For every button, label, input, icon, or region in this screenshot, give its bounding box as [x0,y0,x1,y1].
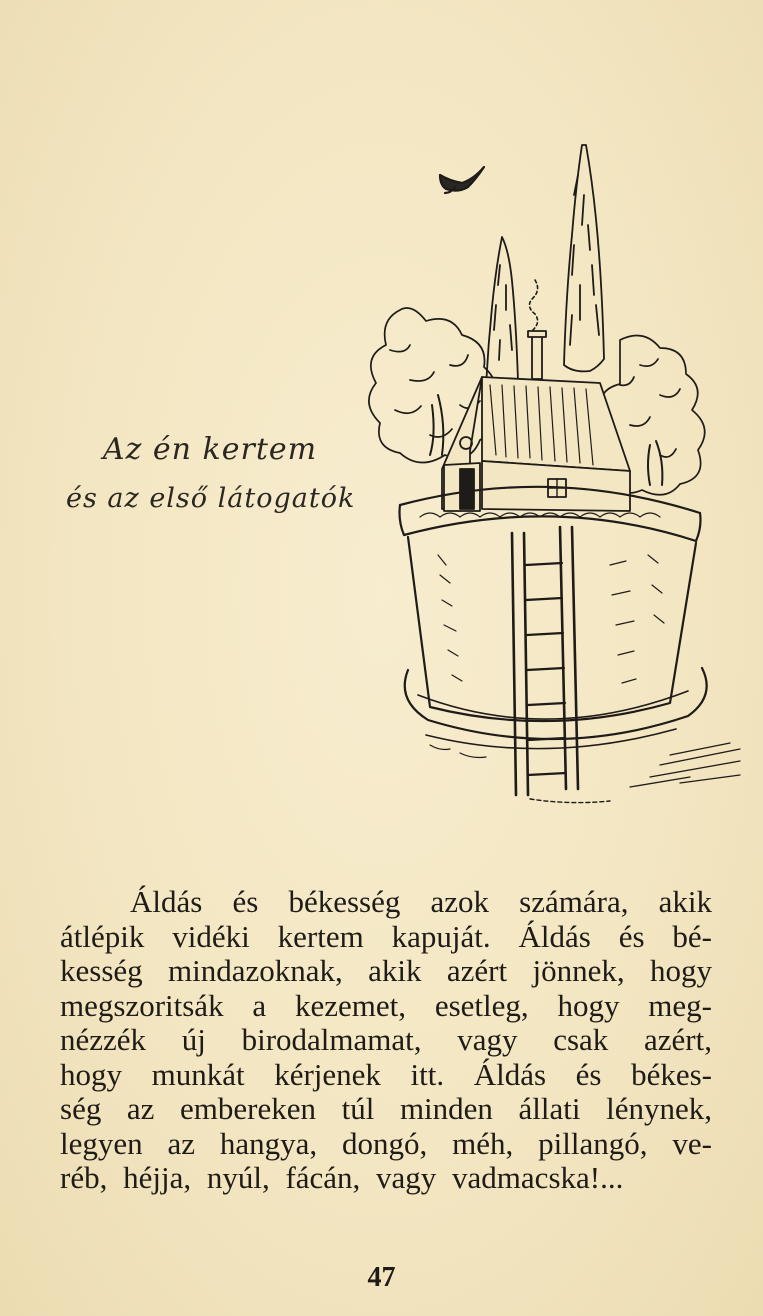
bird-icon [440,167,484,193]
flowerpot-garden-illustration [360,135,755,825]
text-line: nézzék új birodalmamat, vagy csak azért, [60,1022,712,1057]
text-line: átlépik vidéki kertem kapuját. Áldás és bé- [60,918,712,954]
ladder [512,527,610,803]
text-line: ség az embereken túl minden állati lénynek, [60,1091,712,1126]
chapter-heading [60,432,360,514]
text-line: legyen az hangya, dongó, méh, pillangó, ve- [60,1125,712,1161]
text-line: megszoritsák a kezemet, esetleg, hogy meg- [60,987,712,1023]
deciduous-tree-left [369,308,496,462]
page-number: 47 [367,1262,396,1293]
flowerpot [400,487,741,787]
cypress-tree-right [564,145,604,371]
text-line: kesség mindazoknak, akik azért jönnek, hogy [60,953,712,988]
text-line: Áldás és békesség azok számára, akik [130,884,712,919]
cypress-tree-left [486,237,518,393]
chapter-title-line-1: Az én kertem [102,432,318,467]
cottage-house [442,331,630,511]
text-line: réb, héjja, nyúl, fácán, vagy vadmacska!... [60,1160,624,1195]
chapter-title-line-2: és az első látogatók [66,483,356,514]
text-line: hogy munkát kérjenek itt. Áldás és békes- [60,1056,712,1092]
body-paragraph [60,885,712,1196]
